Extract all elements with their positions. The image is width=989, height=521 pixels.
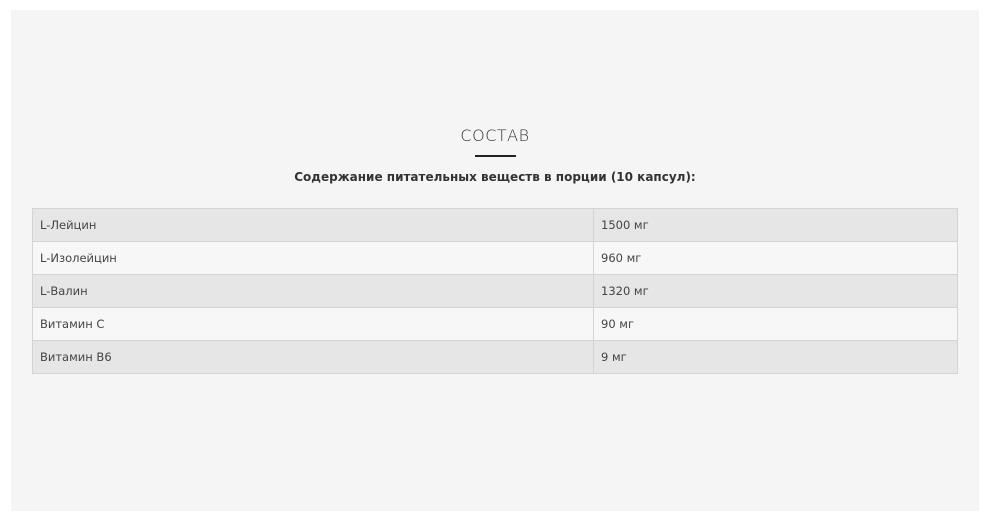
table-row — [33, 275, 958, 308]
table-row — [33, 209, 958, 242]
nutrient-name: Витамин В6 — [33, 341, 594, 374]
nutrient-name: L-Валин — [33, 275, 594, 308]
nutrient-amount: 960 мг — [594, 242, 958, 275]
nutrient-amount: 9 мг — [594, 341, 958, 374]
table-row — [33, 308, 958, 341]
table-row — [33, 341, 958, 374]
serving-subtitle: Содержание питательных веществ в порции (10 капсул): — [294, 170, 696, 184]
nutrient-name: Витамин С — [33, 308, 594, 341]
composition-panel — [11, 10, 979, 511]
nutrition-table — [32, 208, 958, 374]
nutrient-amount: 90 мг — [594, 308, 958, 341]
nutrient-amount: 1500 мг — [594, 209, 958, 242]
nutrient-name: L-Изолейцин — [33, 242, 594, 275]
table-row — [33, 242, 958, 275]
nutrient-name: L-Лейцин — [33, 209, 594, 242]
nutrient-amount: 1320 мг — [594, 275, 958, 308]
title-underline — [475, 155, 516, 157]
section-title: СОСТАВ — [460, 126, 530, 145]
